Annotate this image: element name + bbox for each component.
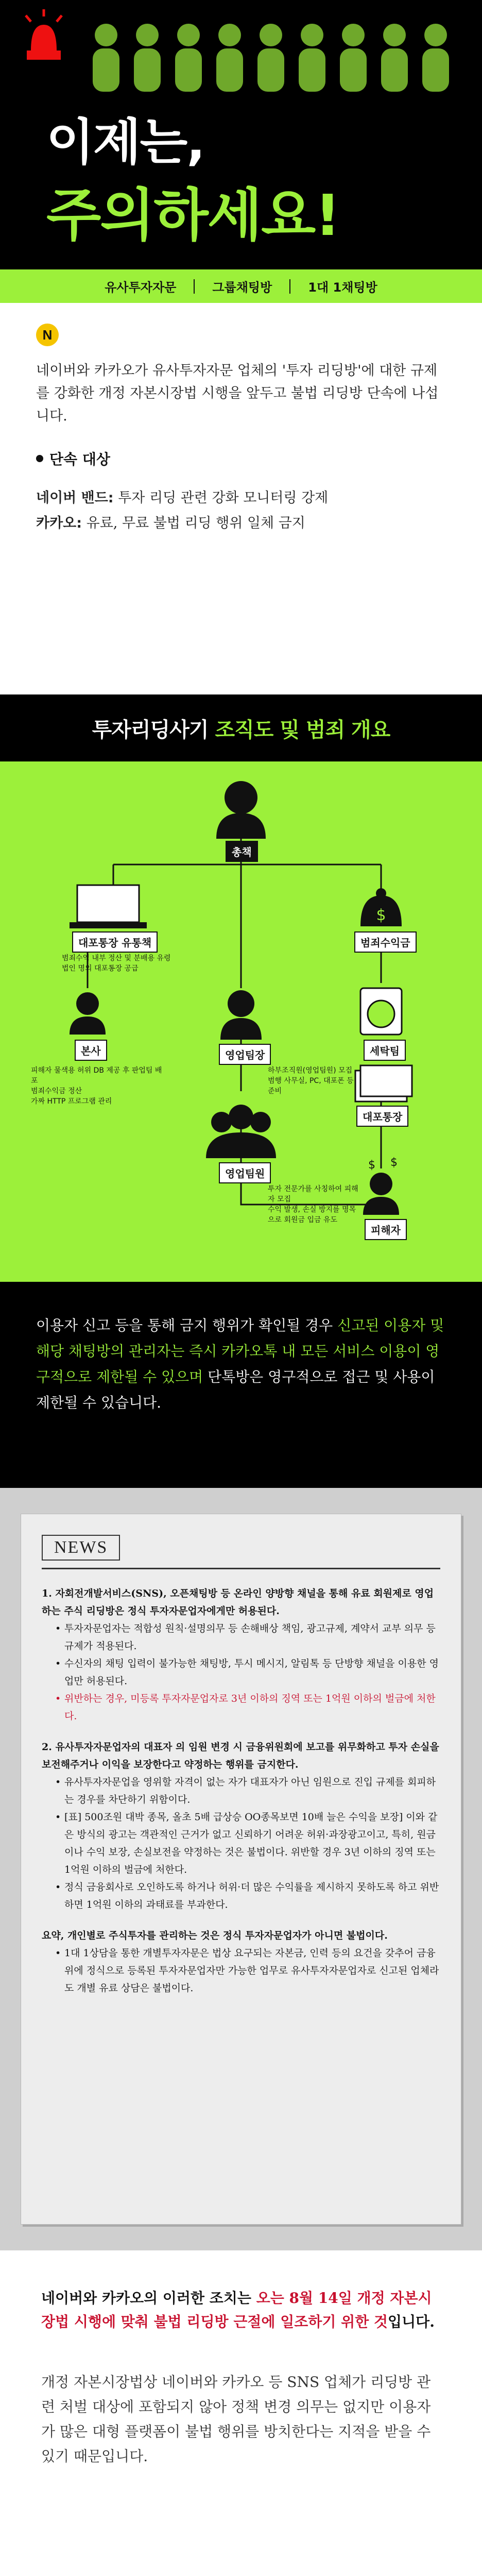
warning-highlight: 신고된 이용자 및 해당 채팅방의 관리자는 즉시 카카오톡 내 모든 서비스 이용이 영구적으로 제한될 수 있으며 <box>36 1317 444 1385</box>
hero-title-line2: 주의하세요! <box>46 182 340 248</box>
conclusion-lead <box>41 2286 441 2334</box>
list-item: • 정식 금융회사로 오인하도록 하거나 허위·더 많은 수익률을 제시하지 못하도록 하고 위반하면 1억원 이하의 과태료를 부과한다. <box>55 1878 440 1913</box>
news-p1-list <box>55 1620 440 1725</box>
section-title-bar <box>0 694 482 761</box>
label-sales-staff: 영업팀원 <box>219 1162 271 1183</box>
list-item: • 투자자문업자는 적합성 원칙·설명의무 등 손해배상 책임, 광고규제, 계약서 교부 의무 등 규제가 적용된다. <box>55 1620 440 1655</box>
svg-text:$: $ <box>390 1156 398 1169</box>
list-item: • 수신자의 채팅 입력이 불가능한 채팅방, 투시 메시지, 알림톡 등 단방향 채널을 이용한 영업만 허용된다. <box>55 1655 440 1690</box>
target-naver <box>36 486 446 506</box>
label-proceeds: 범죄수익금 <box>354 931 417 953</box>
section-title-green: 조직도 및 범죄 개요 <box>215 718 390 742</box>
svg-text:$: $ <box>376 906 386 924</box>
note-item: 범행 사무실, PC, 대포폰 등 준비 <box>268 1077 354 1095</box>
list-item: • [표] 500조원 대박 종목, 올초 5배 급상승 OO종목보면 10배 늘은 수익을 보장] 이와 같은 방식의 광고는 객관적인 근거가 없고 신뢰하기 어려운 허위·과장광고이고, 특히, 원금이나 수익 보장, 손실보전을 약정하는 것은 불법이다. 위반할 경우 3년 이하의 징역 또는 1억원 이하의 벌금에 처한다. <box>55 1808 440 1878</box>
news-p1: 1. 자회전개발서비스(SNS), 오픈채팅방 등 온라인 양방향 채널을 통해 유료 회원제로 영업하는 주식 리딩방은 정식 투자자문업자에게만 허용된다. <box>42 1588 434 1617</box>
intro-paragraph: 네이버와 카카오가 유사투자자문 업체의 '투자 리딩방'에 대한 규제를 강화한 개정 자본시장법 시행을 앞두고 불법 리딩방 단속에 나섭니다. <box>36 363 439 424</box>
news-paragraph-2 <box>42 1738 440 1913</box>
type-item: 1대 1채팅방 <box>308 280 377 295</box>
note-staff <box>268 1184 360 1225</box>
divider <box>194 279 195 294</box>
naver-text: 투자 리딩 관련 강화 모니터링 강제 <box>118 490 329 506</box>
warning-section <box>0 1282 482 1488</box>
list-item: • 1대 1상담을 통한 개별투자자문은 법상 요구되는 자본금, 인력 등의 요건을 갖추어 금융위에 정식으로 등록된 투자자문업자만 가능한 업무로 유사투자자문업자로 신고된 업체라도 개별 유료 상담은 불법이다. <box>55 1944 440 1997</box>
news-p2-list <box>55 1773 440 1913</box>
label-laundering: 세탁팀 <box>364 1040 406 1061</box>
note-branch <box>31 1065 165 1107</box>
org-chart-diagram <box>0 761 482 1282</box>
naver-label: 네이버 밴드: <box>36 490 114 506</box>
label-victim: 피해자 <box>365 1219 407 1240</box>
target-heading-text: 단속 대상 <box>49 451 110 468</box>
note-item: 피해자 물색용 허위 DB 제공 후 판업팀 배포 <box>31 1066 162 1085</box>
news-logo-icon: N <box>36 324 59 346</box>
type-item: 유사투자자문 <box>105 280 177 295</box>
conclusion-body: 개정 자본시장법상 네이버와 카카오 등 SNS 업체가 리딩방 관련 처벌 대상에 포함되지 않아 정책 변경 의무는 없지만 이용자가 많은 대형 플랫폼이 불법 행위를 방치한다는 지적을 받을 수 있기 때문입니다. <box>41 2374 431 2465</box>
divider <box>42 1568 440 1569</box>
channel-types-bar <box>0 268 482 303</box>
hero-title-line1: 이제는, <box>46 113 204 171</box>
note-item: 투자 전문가를 사칭하여 피해자 모집 <box>268 1185 358 1204</box>
sales-manager-icon <box>220 990 262 1040</box>
laptop-icon <box>70 885 147 928</box>
hero-banner <box>0 0 482 268</box>
note-promo: 범죄수익 내부 정산 및 분배용 유령법인 명의 대포통장 공급 <box>62 954 171 973</box>
news-p2: 2. 유사투자자문업자의 대표자 의 임원 변경 시 금융위원회에 보고를 위무화하고 투자 손실을 보전해주거나 이익을 보장한다고 약정하는 행위를 금지한다. <box>42 1741 439 1770</box>
label-accounts: 대포통장 <box>356 1106 408 1127</box>
warning-post: 단톡방은 영구적으로 접근 및 사용이 제한될 수 있습니다. <box>36 1368 435 1411</box>
note-item: 가짜 HTTP 프로그램 관리 <box>31 1097 112 1106</box>
news-p3: 요약, 개인별로 주식투자를 관리하는 것은 정식 투자자문업자가 아니면 불법이다. <box>42 1930 388 1941</box>
note-sales <box>268 1065 355 1096</box>
conclusion-section <box>0 2250 482 2576</box>
org-chart <box>0 761 482 1282</box>
crowd-silhouette-icon <box>85 14 477 92</box>
label-branch: 본사 <box>75 1040 107 1061</box>
note-item: 수익 발생, 손실 방지를 명목으로 회원금 입금 유도 <box>268 1206 356 1224</box>
news-paper <box>21 1514 461 2225</box>
siren-icon <box>21 9 67 66</box>
news-tag: NEWS <box>42 1535 120 1561</box>
boss-figure-icon <box>216 781 266 839</box>
lead-pre: 네이버와 카카오의 이러한 조치는 <box>41 2290 256 2307</box>
washing-machine-icon <box>360 988 402 1035</box>
kakao-label: 카카오: <box>36 515 82 531</box>
section-title-white: 투자리딩사기 <box>92 718 209 742</box>
bankbook-icon <box>355 1065 412 1101</box>
note-item: 범죄수익금 정산 <box>31 1087 82 1095</box>
lead-highlight: 오는 8월 14일 개정 자본시장법 시행에 맞춰 불법 리딩방 근절에 일조하기 위한 것 <box>41 2290 432 2330</box>
news-p3-list <box>55 1944 440 1997</box>
divider <box>289 279 290 294</box>
label-boss: 총책 <box>226 841 258 862</box>
bullet-icon <box>36 455 43 462</box>
section-title <box>92 714 390 743</box>
label-sales-team: 영업팀장 <box>219 1044 271 1065</box>
target-heading <box>36 448 446 469</box>
svg-text:$: $ <box>368 1159 375 1172</box>
list-item: • 유사투자자문업을 영위할 자격이 없는 자가 대표자가 아닌 임원으로 진입 규제를 회피하는 경우를 차단하기 위함이다. <box>55 1773 440 1808</box>
warning-text <box>36 1313 446 1416</box>
lead-post: 입니다. <box>388 2313 435 2330</box>
kakao-text: 유료, 무료 불법 리딩 행위 일체 금지 <box>86 515 305 531</box>
type-item: 그룹채팅방 <box>212 280 272 295</box>
news-section <box>0 1488 482 2250</box>
list-item: • 위반하는 경우, 미등록 투자자문업자로 3년 이하의 징역 또는 1억원 이하의 벌금에 처한다. <box>55 1690 440 1725</box>
intro-section <box>0 303 482 694</box>
warning-pre: 이용자 신고 등을 통해 금지 행위가 확인될 경우 <box>36 1317 338 1334</box>
branch-figure-icon <box>70 992 106 1035</box>
target-kakao <box>36 512 446 532</box>
news-paragraph-3 <box>42 1927 440 1997</box>
note-item: 하부조직원(영업팀원) 모집 <box>268 1066 353 1075</box>
money-bag-icon <box>360 888 402 926</box>
label-promo-team: 대포통장 유통책 <box>72 931 158 953</box>
news-paragraph-1 <box>42 1585 440 1725</box>
